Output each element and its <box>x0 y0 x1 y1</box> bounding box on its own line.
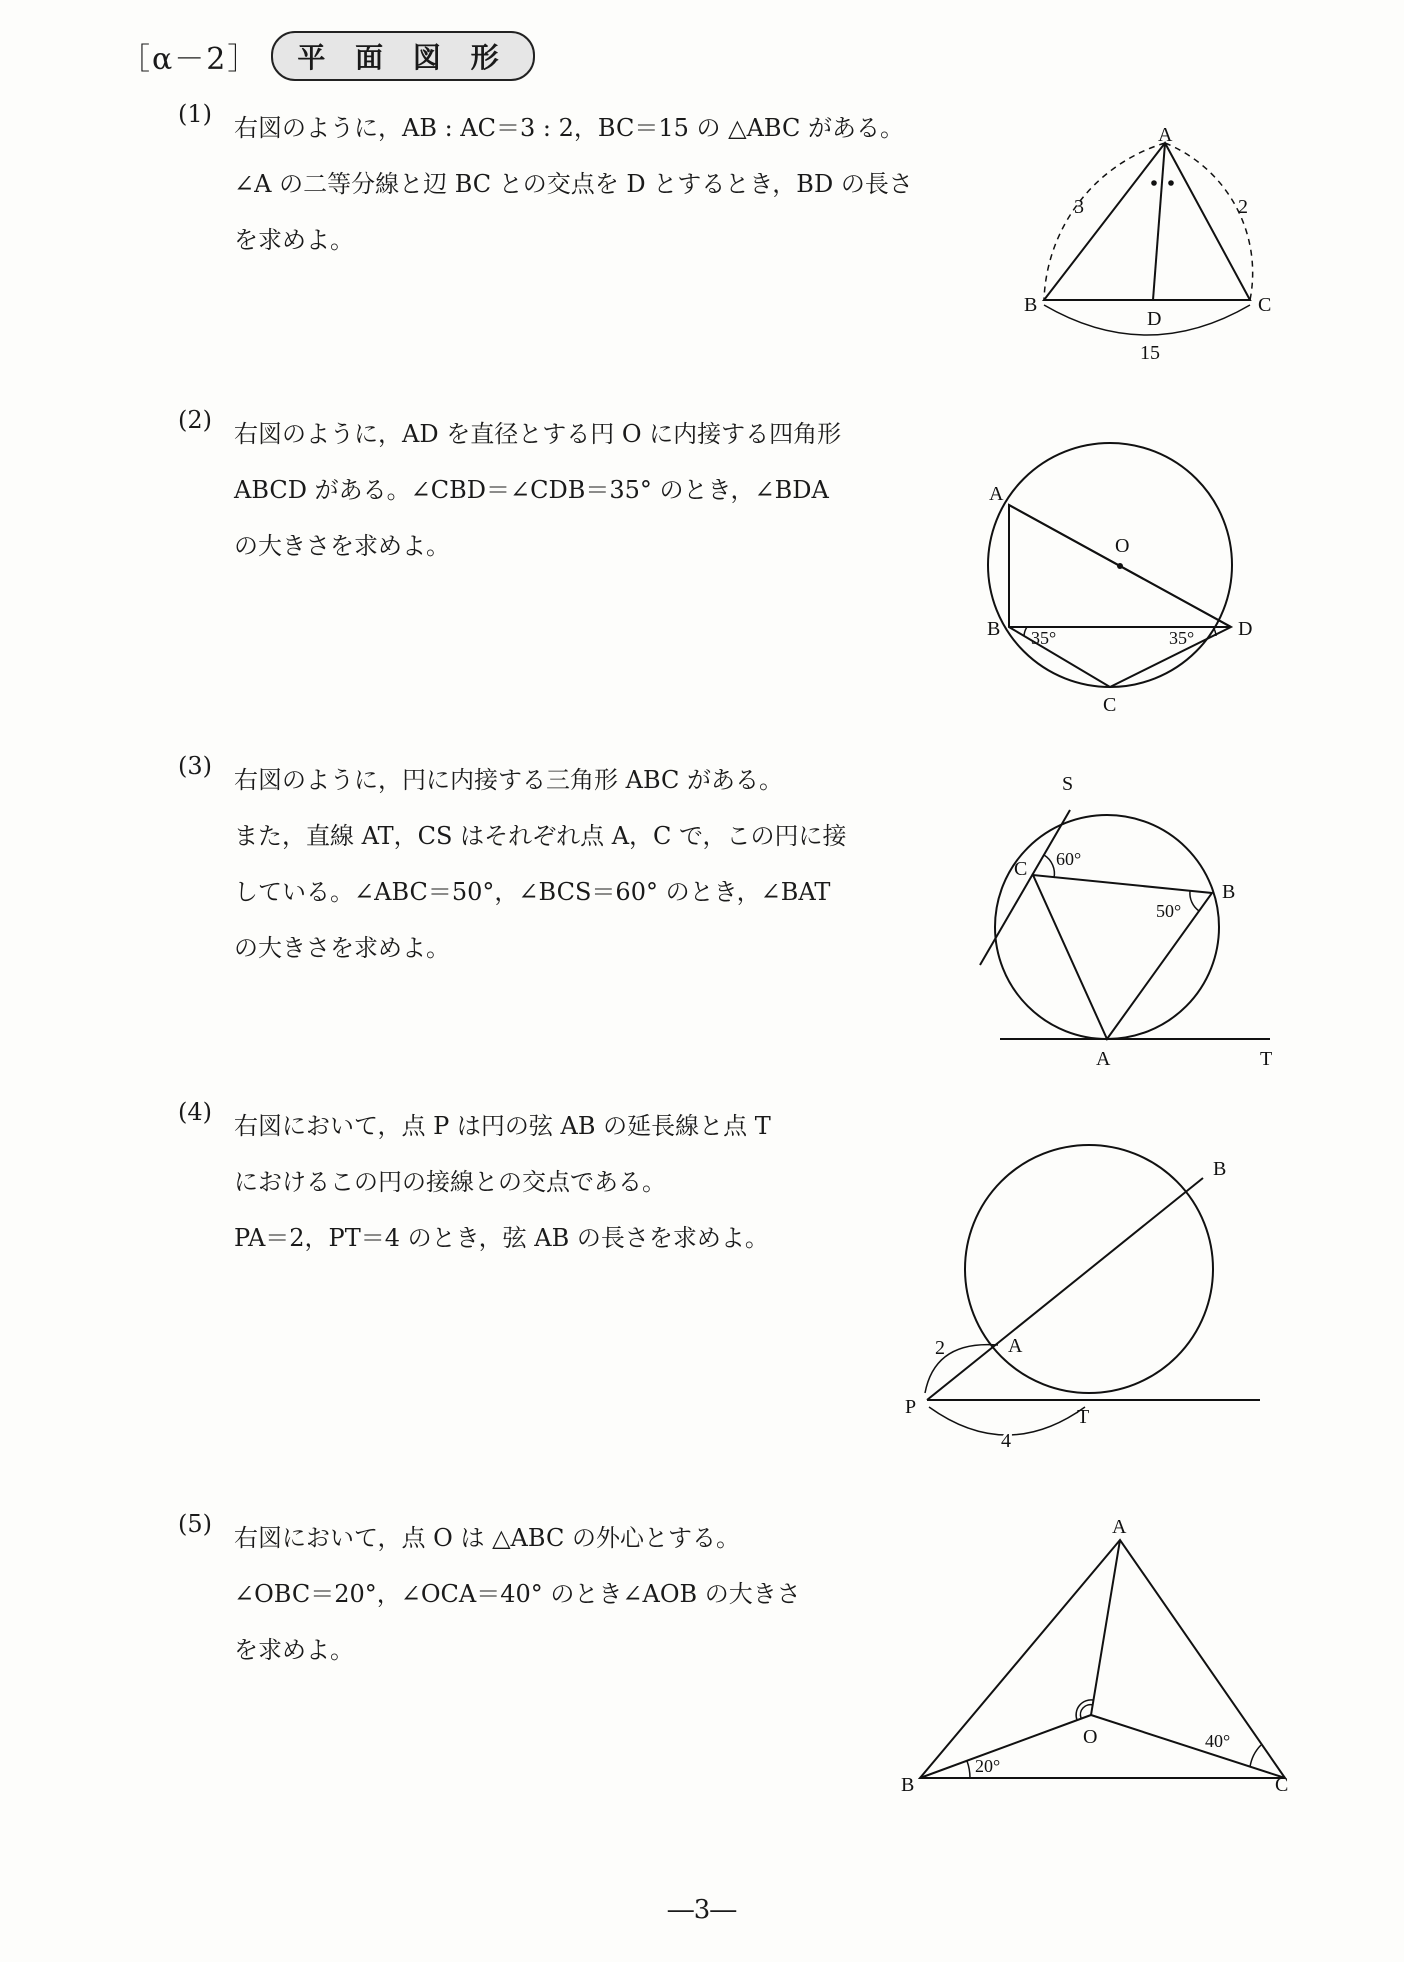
triangle-abc <box>920 1540 1285 1778</box>
bisector-ad <box>1153 143 1165 300</box>
label-angle-b: 20° <box>975 1756 1001 1776</box>
problem-line: におけるこの円の接線との交点である。 <box>234 1168 666 1196</box>
label-t: T <box>1260 1048 1273 1070</box>
problem-line: を求めよ。 <box>234 1636 354 1664</box>
label-b: B <box>1024 294 1038 316</box>
problem-text <box>234 406 841 574</box>
label-d: D <box>1238 618 1253 640</box>
label-angle-b: 35° <box>1031 628 1057 648</box>
label-b: B <box>901 1774 915 1796</box>
problem-line: また，直線 AT，CS はそれぞれ点 A，C で，この円に接 <box>234 822 847 850</box>
label-ratio-ab: 3 <box>1074 196 1084 218</box>
circle-o <box>988 443 1232 687</box>
problem-line: 右図において，点 O は △ABC の外心とする。 <box>234 1524 740 1552</box>
problem-line: 右図のように，AB : AC＝3 : 2，BC＝15 の △ABC がある。 <box>234 114 904 142</box>
angle-mark-dot <box>1168 180 1174 186</box>
label-o: O <box>1083 1726 1098 1748</box>
quadrilateral-abcd <box>1009 505 1231 687</box>
label-c: C <box>1103 694 1117 716</box>
triangle-abc <box>1044 143 1250 300</box>
angle-arc-c <box>1250 1745 1261 1767</box>
angle-arc-b <box>1024 627 1027 636</box>
figure-5 <box>895 1515 1295 1805</box>
problem-number: (1) <box>178 100 212 128</box>
label-b: B <box>987 618 1001 640</box>
triangle-abc <box>1033 875 1212 1039</box>
label-a: A <box>1096 1048 1111 1070</box>
label-s: S <box>1062 773 1074 795</box>
figure-4 <box>895 1145 1275 1452</box>
problem-line: の大きさを求めよ。 <box>234 934 450 962</box>
section-label: ［α－2］ <box>120 42 260 77</box>
label-angle-b: 50° <box>1156 901 1182 921</box>
label-ratio-ac: 2 <box>1238 196 1248 218</box>
topic-badge: 平 面 図 形 <box>271 31 534 81</box>
problem-line: 右図のように，AD を直径とする円 O に内接する四角形 <box>234 420 842 448</box>
segment-oa <box>1091 1540 1120 1715</box>
label-angle-c: 40° <box>1205 1731 1231 1751</box>
label-bc-length: 15 <box>1140 342 1160 364</box>
label-pa-length: 2 <box>935 1337 945 1359</box>
problem-line: ∠A の二等分線と辺 BC との交点を D とするとき，BD の長さ <box>234 170 913 198</box>
problem-text <box>234 752 847 976</box>
problem-text <box>234 1510 801 1678</box>
label-b: B <box>1222 881 1236 903</box>
tangent-cs <box>980 810 1070 965</box>
problem-line: の大きさを求めよ。 <box>234 532 450 560</box>
label-p: P <box>905 1396 917 1418</box>
label-a: A <box>1008 1335 1023 1357</box>
angle-arc-c <box>1044 855 1054 878</box>
label-a: A <box>989 483 1004 505</box>
problem-line: 右図において，点 P は円の弦 AB の延長線と点 T <box>234 1112 771 1140</box>
figure-2 <box>975 430 1255 720</box>
problem-number: (5) <box>178 1510 212 1538</box>
problem-number: (4) <box>178 1098 212 1126</box>
label-angle-d: 35° <box>1169 628 1195 648</box>
circle <box>995 815 1219 1039</box>
label-c: C <box>1014 858 1028 880</box>
problem-line: を求めよ。 <box>234 226 354 254</box>
problem-text <box>234 100 913 268</box>
label-angle-c: 60° <box>1056 849 1082 869</box>
problem-text <box>234 1098 771 1266</box>
angle-arc-b <box>967 1761 970 1778</box>
page-number: ―3― <box>667 1895 737 1925</box>
label-a: A <box>1158 124 1173 146</box>
label-pt-length: 4 <box>1001 1430 1011 1452</box>
segment-oc <box>1091 1715 1285 1778</box>
problem-number: (2) <box>178 406 212 434</box>
problem-line: ABCD がある。∠CBD＝∠CDB＝35° のとき，∠BDA <box>234 476 829 504</box>
label-o: O <box>1115 535 1130 557</box>
problem-line: している。∠ABC＝50°，∠BCS＝60° のとき，∠BAT <box>234 878 831 906</box>
secant-pb <box>927 1178 1203 1400</box>
figure-3 <box>970 765 1280 1070</box>
label-b: B <box>1213 1158 1227 1180</box>
problem-line: ∠OBC＝20°，∠OCA＝40° のとき∠AOB の大きさ <box>234 1580 801 1608</box>
problem-line: 右図のように，円に内接する三角形 ABC がある。 <box>234 766 784 794</box>
label-d: D <box>1147 308 1162 330</box>
angle-mark-dot <box>1151 180 1157 186</box>
label-a: A <box>1112 1516 1127 1538</box>
label-c: C <box>1258 294 1272 316</box>
problem-number: (3) <box>178 752 212 780</box>
label-t: T <box>1077 1406 1090 1428</box>
figure-1 <box>1010 125 1300 375</box>
section-header <box>120 32 535 80</box>
label-c: C <box>1275 1774 1289 1796</box>
problem-line: PA＝2，PT＝4 のとき，弦 AB の長さを求めよ。 <box>234 1224 769 1252</box>
center-o-dot <box>1117 563 1123 569</box>
angle-arc-b <box>1190 891 1199 911</box>
